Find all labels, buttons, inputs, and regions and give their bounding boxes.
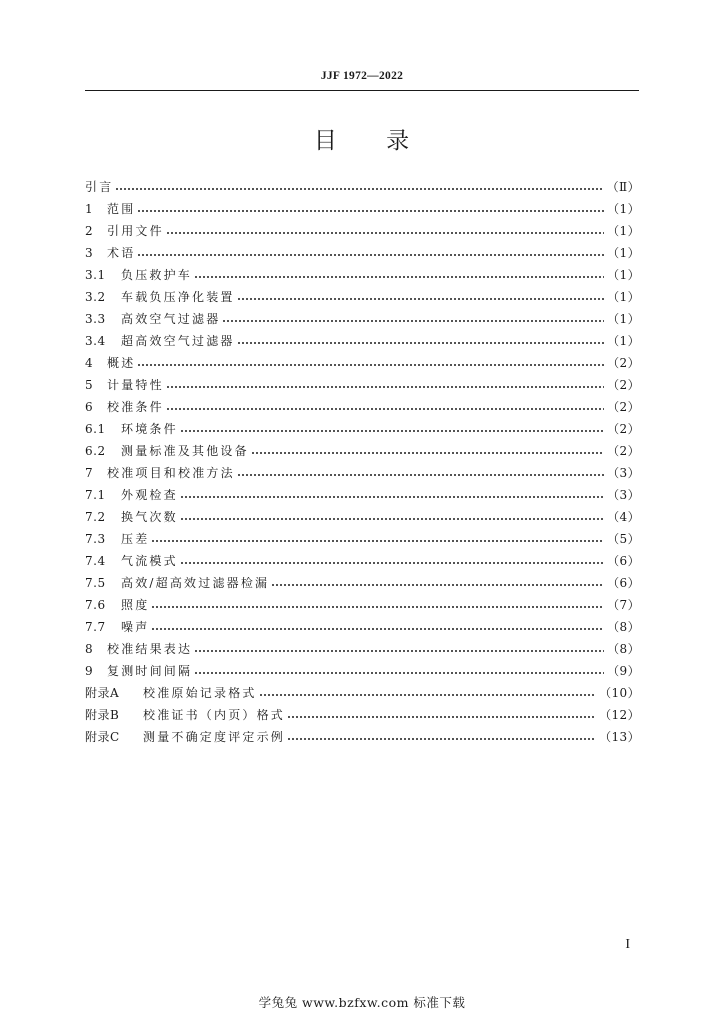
toc-entry-4[interactable] (85, 352, 640, 374)
toc-entry-7[interactable] (85, 462, 640, 484)
toc-entry-page: （4） (607, 510, 640, 524)
dot-leader (271, 584, 604, 586)
toc-entry-label: 范围 (107, 202, 136, 216)
dot-leader (251, 452, 604, 454)
toc-entry-page: （8） (607, 642, 640, 656)
toc-entry-label: 负压救护车 (121, 268, 193, 282)
dot-leader (166, 408, 604, 410)
toc-entry-label: 计量特性 (107, 378, 164, 392)
toc-entry-page: （1） (607, 290, 640, 304)
toc-entry-page: （Ⅱ） (606, 180, 640, 194)
toc-entry-page: （3） (607, 488, 640, 502)
dot-leader (166, 386, 604, 388)
toc-entry-7-2[interactable] (85, 506, 640, 528)
toc-entry-page: （3） (607, 466, 640, 480)
table-of-contents (85, 176, 640, 748)
toc-entry-label: 校准原始记录格式 (143, 686, 257, 700)
toc-entry-label: 校准项目和校准方法 (107, 466, 235, 480)
toc-entry-label: 术语 (107, 246, 136, 260)
header-divider (85, 90, 639, 91)
toc-entry-number: 8 (85, 642, 94, 656)
dot-leader (180, 562, 604, 564)
toc-entry-label: 校准证书（内页）格式 (143, 708, 286, 722)
toc-entry-label: 引言 (85, 180, 114, 194)
dot-leader (180, 518, 604, 520)
toc-entry-3-3[interactable] (85, 308, 640, 330)
toc-entry-page: （12） (599, 708, 640, 722)
toc-entry-number: 3.3 (85, 312, 106, 326)
toc-entry-label: 测量不确定度评定示例 (143, 730, 286, 744)
toc-entry-number: 2 (85, 224, 94, 238)
toc-entry-7-5[interactable] (85, 572, 640, 594)
toc-entry-page: （1） (607, 312, 640, 326)
toc-entry-2[interactable] (85, 220, 640, 242)
toc-entry-number: 7.1 (85, 488, 106, 502)
toc-entry-number: 附录A (85, 686, 120, 700)
toc-entry-label: 高效空气过滤器 (121, 312, 221, 326)
toc-entry-9[interactable] (85, 660, 640, 682)
dot-leader (151, 606, 604, 608)
dot-leader (137, 210, 604, 212)
toc-entry-page: （2） (607, 400, 640, 414)
dot-leader (237, 474, 604, 476)
toc-entry-number: 3.4 (85, 334, 106, 348)
toc-entry-page: （9） (607, 664, 640, 678)
toc-entry-number: 6.2 (85, 444, 106, 458)
toc-entry-number: 3.2 (85, 290, 106, 304)
toc-entry-number: 附录B (85, 708, 120, 722)
dot-leader (180, 430, 604, 432)
dot-leader (137, 254, 604, 256)
toc-entry-label: 测量标准及其他设备 (121, 444, 249, 458)
toc-entry-1[interactable] (85, 198, 640, 220)
footer-watermark: 学兔兔 www.bzfxw.com 标准下载 (258, 995, 466, 1010)
toc-entry-7-7[interactable] (85, 616, 640, 638)
page-number: I (625, 937, 630, 952)
toc-entry-number: 附录C (85, 730, 120, 744)
toc-entry-label: 超高效空气过滤器 (121, 334, 235, 348)
toc-entry-label: 引用文件 (107, 224, 164, 238)
toc-entry-3-4[interactable] (85, 330, 640, 352)
toc-entry-number: 3.1 (85, 268, 106, 282)
toc-entry-label: 气流模式 (121, 554, 178, 568)
toc-entry-label: 环境条件 (121, 422, 178, 436)
dot-leader (194, 276, 604, 278)
toc-entry-appendix-a[interactable] (85, 682, 640, 704)
toc-entry-number: 3 (85, 246, 94, 260)
toc-entry-label: 换气次数 (121, 510, 178, 524)
toc-entry-page: （6） (607, 576, 640, 590)
toc-entry-page: （2） (607, 444, 640, 458)
dot-leader (151, 540, 604, 542)
toc-entry-label: 复测时间间隔 (107, 664, 193, 678)
toc-entry-7-1[interactable] (85, 484, 640, 506)
toc-entry-number: 6 (85, 400, 94, 414)
dot-leader (222, 320, 604, 322)
dot-leader (180, 496, 604, 498)
toc-entry-number: 5 (85, 378, 94, 392)
toc-entry-page: （1） (607, 268, 640, 282)
dot-leader (259, 694, 597, 696)
dot-leader (237, 342, 605, 344)
toc-entry-number: 7.4 (85, 554, 106, 568)
toc-entry-label: 压差 (121, 532, 150, 546)
toc-entry-number: 7.7 (85, 620, 106, 634)
toc-entry-label: 车载负压净化装置 (121, 290, 235, 304)
toc-entry-page: （1） (607, 202, 640, 216)
toc-entry-7-3[interactable] (85, 528, 640, 550)
toc-entry-appendix-c[interactable] (85, 726, 640, 748)
toc-entry-7-6[interactable] (85, 594, 640, 616)
toc-entry-page: （1） (607, 334, 640, 348)
dot-leader (194, 672, 604, 674)
page-title: 目 录 (313, 128, 411, 154)
dot-leader (137, 364, 604, 366)
toc-entry-number: 7.6 (85, 598, 106, 612)
dot-leader (166, 232, 604, 234)
toc-entry-label: 外观检查 (121, 488, 178, 502)
toc-entry-number: 7 (85, 466, 94, 480)
toc-entry-5[interactable] (85, 374, 640, 396)
toc-entry-number: 7.2 (85, 510, 106, 524)
toc-entry-3-1[interactable] (85, 264, 640, 286)
dot-leader (151, 628, 604, 630)
dot-leader (115, 188, 603, 190)
toc-entry-label: 噪声 (121, 620, 150, 634)
toc-entry-label: 高效/超高效过滤器检漏 (121, 576, 270, 590)
toc-entry-number: 4 (85, 356, 94, 370)
toc-entry-appendix-b[interactable] (85, 704, 640, 726)
standard-code: JJF 1972—2022 (320, 70, 404, 82)
toc-entry-label: 校准条件 (107, 400, 164, 414)
toc-entry-page: （13） (599, 730, 640, 744)
toc-entry-8[interactable] (85, 638, 640, 660)
toc-entry-3-2[interactable] (85, 286, 640, 308)
toc-entry-page: （1） (607, 246, 640, 260)
toc-entry-number: 7.5 (85, 576, 106, 590)
toc-entry-label: 照度 (121, 598, 150, 612)
dot-leader (237, 298, 605, 300)
toc-entry-page: （2） (607, 356, 640, 370)
toc-entry-number: 1 (85, 202, 94, 216)
toc-entry-6[interactable] (85, 396, 640, 418)
toc-entry-label: 校准结果表达 (107, 642, 193, 656)
toc-entry-number: 9 (85, 664, 94, 678)
toc-entry-page: （7） (607, 598, 640, 612)
toc-entry-page: （6） (607, 554, 640, 568)
toc-entry-number: 6.1 (85, 422, 106, 436)
dot-leader (194, 650, 604, 652)
toc-entry-page: （8） (607, 620, 640, 634)
toc-entry-page: （5） (607, 532, 640, 546)
toc-entry-page: （10） (599, 686, 640, 700)
dot-leader (287, 716, 596, 718)
toc-entry-page: （1） (607, 224, 640, 238)
toc-entry-label: 概述 (107, 356, 136, 370)
dot-leader (287, 738, 596, 740)
toc-entry-6-1[interactable] (85, 418, 640, 440)
toc-entry-number: 7.3 (85, 532, 106, 546)
toc-entry-3[interactable] (85, 242, 640, 264)
toc-entry-page: （2） (607, 422, 640, 436)
toc-entry-page: （2） (607, 378, 640, 392)
toc-entry-6-2[interactable] (85, 440, 640, 462)
toc-entry-foreword[interactable] (85, 176, 640, 198)
toc-entry-7-4[interactable] (85, 550, 640, 572)
